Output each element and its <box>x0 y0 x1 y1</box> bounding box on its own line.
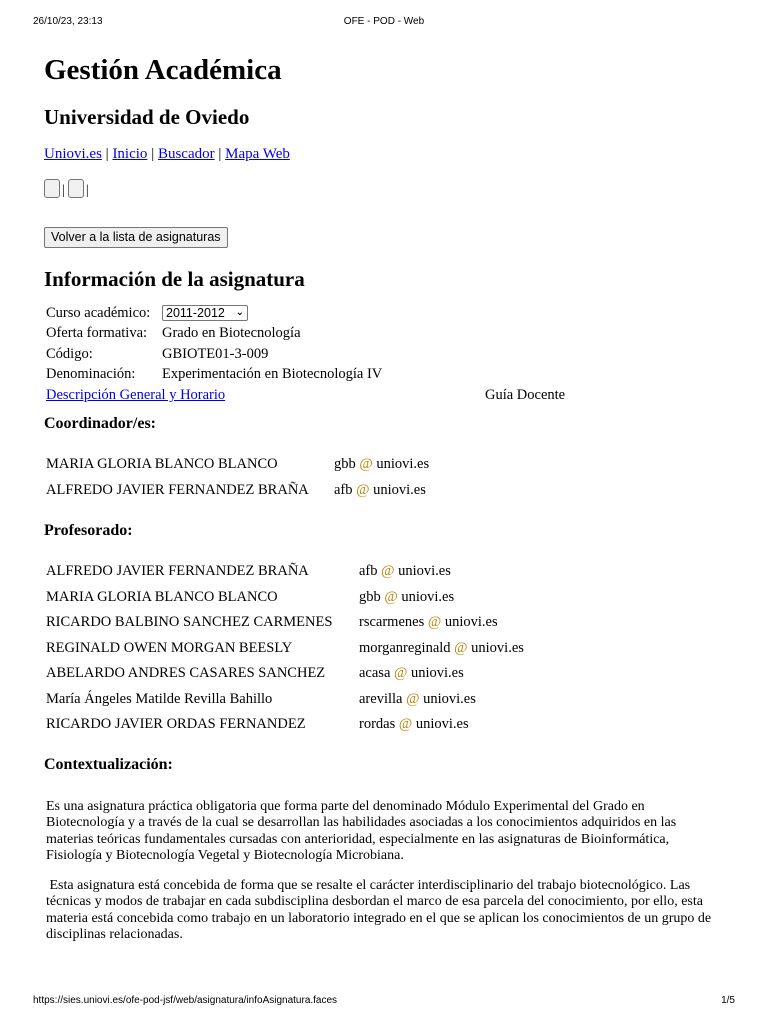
back-to-subjects-button[interactable]: Volver a la lista de asignaturas <box>44 227 228 248</box>
table-row <box>44 661 524 687</box>
university-title: Universidad de Oviedo <box>44 105 250 129</box>
nav-link-mapa-web[interactable]: Mapa Web <box>225 146 290 162</box>
page-title: Gestión Académica <box>44 54 282 86</box>
person-email: gbb @ uniovi.es <box>334 456 430 473</box>
subject-info-table <box>44 303 382 385</box>
language-button-1[interactable] <box>44 179 60 198</box>
person-email: arevilla @ uniovi.es <box>359 690 476 707</box>
profesorado-table <box>44 559 524 738</box>
chevron-down-icon: ⌄ <box>235 307 244 319</box>
coordinadores-title: Coordinador/es: <box>44 415 156 432</box>
contextualizacion-paragraph-2: Esta asignatura está concebida de forma que se resalte el carácter interdisciplinario del trabajo biotecnológico. Las técnicas y modos de trabajar en cada subdisciplina desbordan el marco de esa parcela del conocimiento, por ello, esta materia está concebida como trabajo en un laboratorio integrado en el que se aplican los conocimientos de un grupo de disciplinas relacionadas. <box>46 877 715 942</box>
top-nav <box>44 145 734 163</box>
info-row-codigo <box>44 344 382 365</box>
at-sign: @ <box>394 665 408 682</box>
descripcion-horario-link[interactable]: Descripción General y Horario <box>46 387 226 403</box>
print-url: https://sies.uniovi.es/ofe-pod-jsf/web/asignatura/infoAsignatura.faces <box>33 995 338 1006</box>
at-sign: @ <box>381 563 395 580</box>
subject-links-row <box>44 385 734 407</box>
person-email: rordas @ uniovi.es <box>359 716 469 733</box>
print-footer <box>0 995 768 1009</box>
person-name: MARIA GLORIA BLANCO BLANCO <box>46 456 278 473</box>
section-title: Información de la asignatura <box>44 267 305 291</box>
at-sign: @ <box>454 639 468 656</box>
table-row <box>44 585 524 611</box>
person-name: RICARDO JAVIER ORDAS FERNANDEZ <box>46 716 306 733</box>
print-datetime: 26/10/23, 23:13 <box>33 16 103 27</box>
at-sign: @ <box>398 716 413 733</box>
table-row <box>44 712 524 738</box>
print-page-number: 1/5 <box>721 995 735 1006</box>
contextualizacion-title: Contextualización: <box>44 755 173 773</box>
table-row <box>44 610 524 636</box>
curso-select-value: 2011-2012 <box>166 305 225 320</box>
oferta-label: Oferta formativa: <box>46 325 148 342</box>
person-name: REGINALD OWEN MORGAN BEESLY <box>46 639 293 656</box>
at-sign: @ <box>384 588 398 605</box>
person-email: gbb @ uniovi.es <box>359 588 455 605</box>
person-name: ALFREDO JAVIER FERNANDEZ BRAÑA <box>46 563 309 580</box>
person-email: acasa @ uniovi.es <box>359 665 464 682</box>
table-row <box>44 478 429 504</box>
table-row <box>44 452 429 478</box>
person-email: rscarmenes @ uniovi.es <box>359 614 498 631</box>
person-name: María Ángeles Matilde Revilla Bahillo <box>46 690 273 707</box>
info-row-curso <box>44 303 382 324</box>
nav-separator: | <box>151 146 155 162</box>
print-header <box>0 16 768 30</box>
print-title: OFE - POD - Web <box>343 16 425 27</box>
language-separator: | <box>62 183 65 198</box>
info-row-oferta <box>44 324 382 345</box>
main-content <box>44 52 734 944</box>
table-row <box>44 559 524 585</box>
profesorado-title: Profesorado: <box>44 522 133 539</box>
curso-label: Curso académico: <box>46 304 151 321</box>
at-sign: @ <box>427 614 442 631</box>
nav-link-uniovi[interactable]: Uniovi.es <box>44 146 102 162</box>
info-row-denominacion <box>44 365 382 386</box>
guia-docente-label: Guía Docente <box>485 387 566 403</box>
language-separator: | <box>85 183 89 198</box>
person-name: ALFREDO JAVIER FERNANDEZ BRAÑA <box>46 481 309 498</box>
at-sign: @ <box>359 456 373 473</box>
language-switcher <box>44 176 734 198</box>
person-name: RICARDO BALBINO SANCHEZ CARMENES <box>46 614 333 631</box>
person-name: ABELARDO ANDRES CASARES SANCHEZ <box>46 665 326 682</box>
codigo-value: GBIOTE01-3-009 <box>162 345 269 362</box>
person-email: afb @ uniovi.es <box>359 563 451 580</box>
codigo-label: Código: <box>46 345 93 362</box>
coordinadores-table <box>44 452 429 503</box>
nav-separator: | <box>218 146 222 162</box>
curso-select[interactable] <box>162 305 248 321</box>
contextualizacion-paragraph-1: Es una asignatura práctica obligatoria que forma parte del denominado Módulo Experimental del Grado en Biotecnología y a través de la cual se desarrollan las habilidades asociadas a los conocimientos adquiridos en las materias teóricas fundamentales cursadas con anterioridad, especialmente en las asignaturas de Bioinformática, Fisiología y Biotecnología Vegetal y Biotecnología Microbiana. <box>46 798 677 863</box>
language-button-2[interactable] <box>68 179 84 198</box>
table-row <box>44 687 524 713</box>
table-row <box>44 636 524 662</box>
oferta-value: Grado en Biotecnología <box>162 325 301 342</box>
denominacion-label: Denominación: <box>46 366 136 383</box>
nav-separator: | <box>105 146 109 162</box>
person-email: afb @ uniovi.es <box>334 481 426 498</box>
nav-link-buscador[interactable]: Buscador <box>157 146 215 162</box>
person-name: MARIA GLORIA BLANCO BLANCO <box>46 588 278 605</box>
denominacion-value: Experimentación en Biotecnología IV <box>162 366 383 383</box>
nav-link-inicio[interactable]: Inicio <box>112 146 148 162</box>
at-sign: @ <box>406 690 420 707</box>
person-email: morganreginald @ uniovi.es <box>359 639 524 656</box>
at-sign: @ <box>356 481 370 498</box>
